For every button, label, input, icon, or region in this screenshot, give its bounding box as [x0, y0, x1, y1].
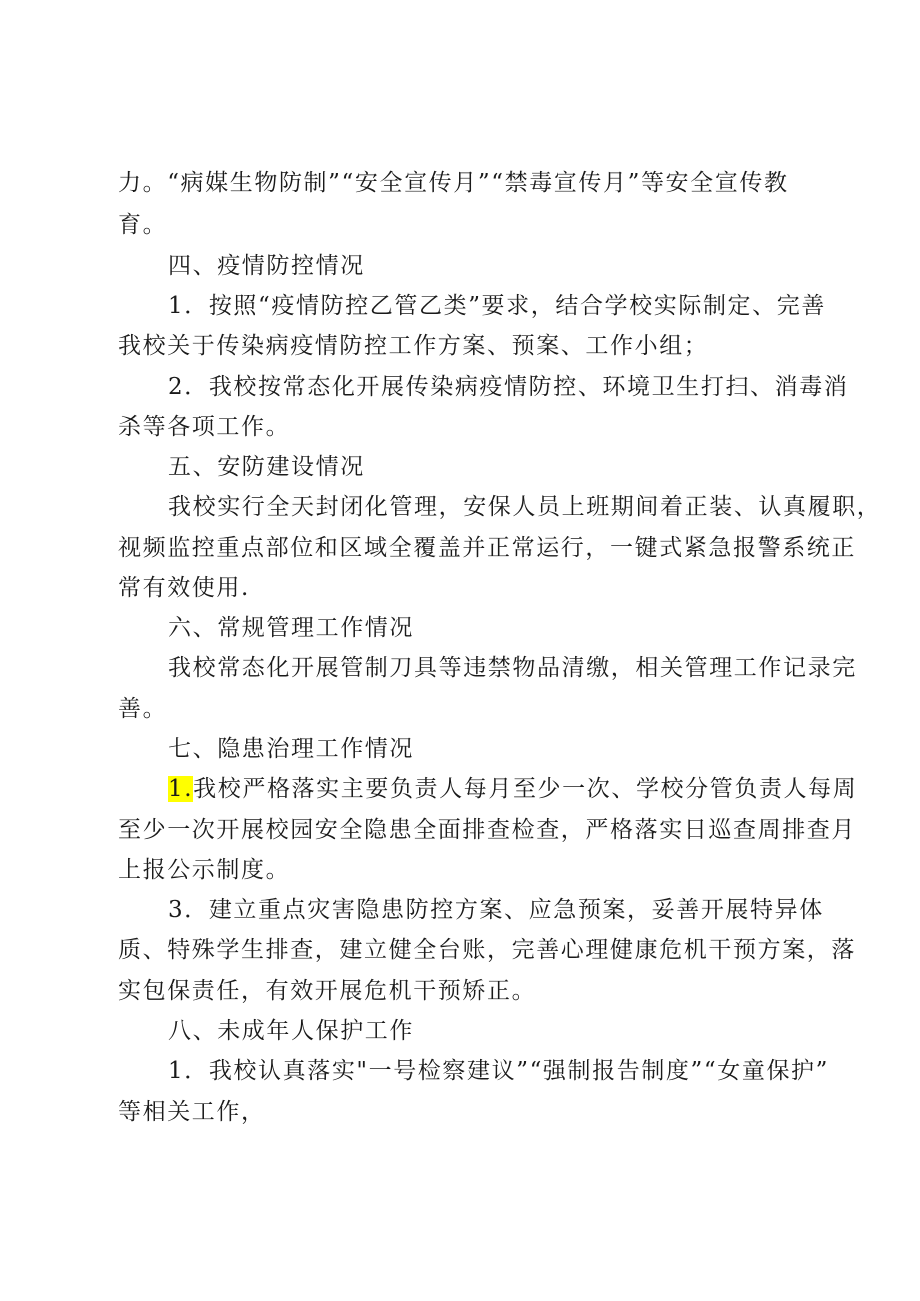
text-line: 实包保责任，有效开展危机干预矫正。: [118, 978, 537, 1004]
section-heading: 五、安防建设情况: [168, 454, 365, 480]
highlighted-list-number: 1.: [168, 776, 194, 802]
text-line: 1．我校认真落实"一号检察建议”“强制报告制度”“女童保护”: [168, 1058, 830, 1084]
text-line-body: 我校严格落实主要负责人每月至少一次、学校分管负责人每周: [193, 776, 858, 802]
section-heading: 六、常规管理工作情况: [168, 615, 414, 641]
text-line: 2．我校按常态化开展传染病疫情防控、环境卫生打扫、消毒消: [168, 374, 849, 400]
text-line: 等相关工作，: [118, 1099, 266, 1125]
text-line: 我校常态化开展管制刀具等违禁物品清缴，相关管理工作记录完: [168, 655, 857, 681]
text-line: 质、特殊学生排查，建立健全台账，完善心理健康危机干预方案，落: [118, 937, 856, 963]
text-line: 1．按照“疫情防控乙管乙类”要求，结合学校实际制定、完善: [168, 293, 826, 319]
text-line: 育。: [118, 212, 168, 238]
section-heading: 七、隐患治理工作情况: [168, 736, 414, 762]
text-line: 我校关于传染病疫情防控工作方案、预案、工作小组；: [118, 333, 709, 359]
text-line: 至少一次开展校园安全隐患全面排查检查，严格落实日巡查周排查月: [118, 817, 856, 843]
section-heading: 四、疫情防控情况: [168, 253, 365, 279]
text-line: 上报公示制度。: [118, 857, 291, 883]
text-line: 力。“病媒生物防制”“安全宣传月”“禁毒宣传月”等安全宣传教: [118, 170, 789, 196]
text-line: 善。: [118, 696, 168, 722]
text-line: 常有效使用.: [118, 575, 250, 601]
section-heading: 八、未成年人保护工作: [168, 1018, 414, 1044]
text-line: 视频监控重点部位和区域全覆盖并正常运行，一键式紧急报警系统正: [118, 535, 856, 561]
text-line: 我校实行全天封闭化管理，安保人员上班期间着正装、认真履职，: [168, 494, 882, 520]
text-line: [168, 774, 857, 804]
text-line: 杀等各项工作。: [118, 414, 291, 440]
text-line: 3．建立重点灾害隐患防控方案、应急预案，妥善开展特异体: [168, 897, 824, 923]
